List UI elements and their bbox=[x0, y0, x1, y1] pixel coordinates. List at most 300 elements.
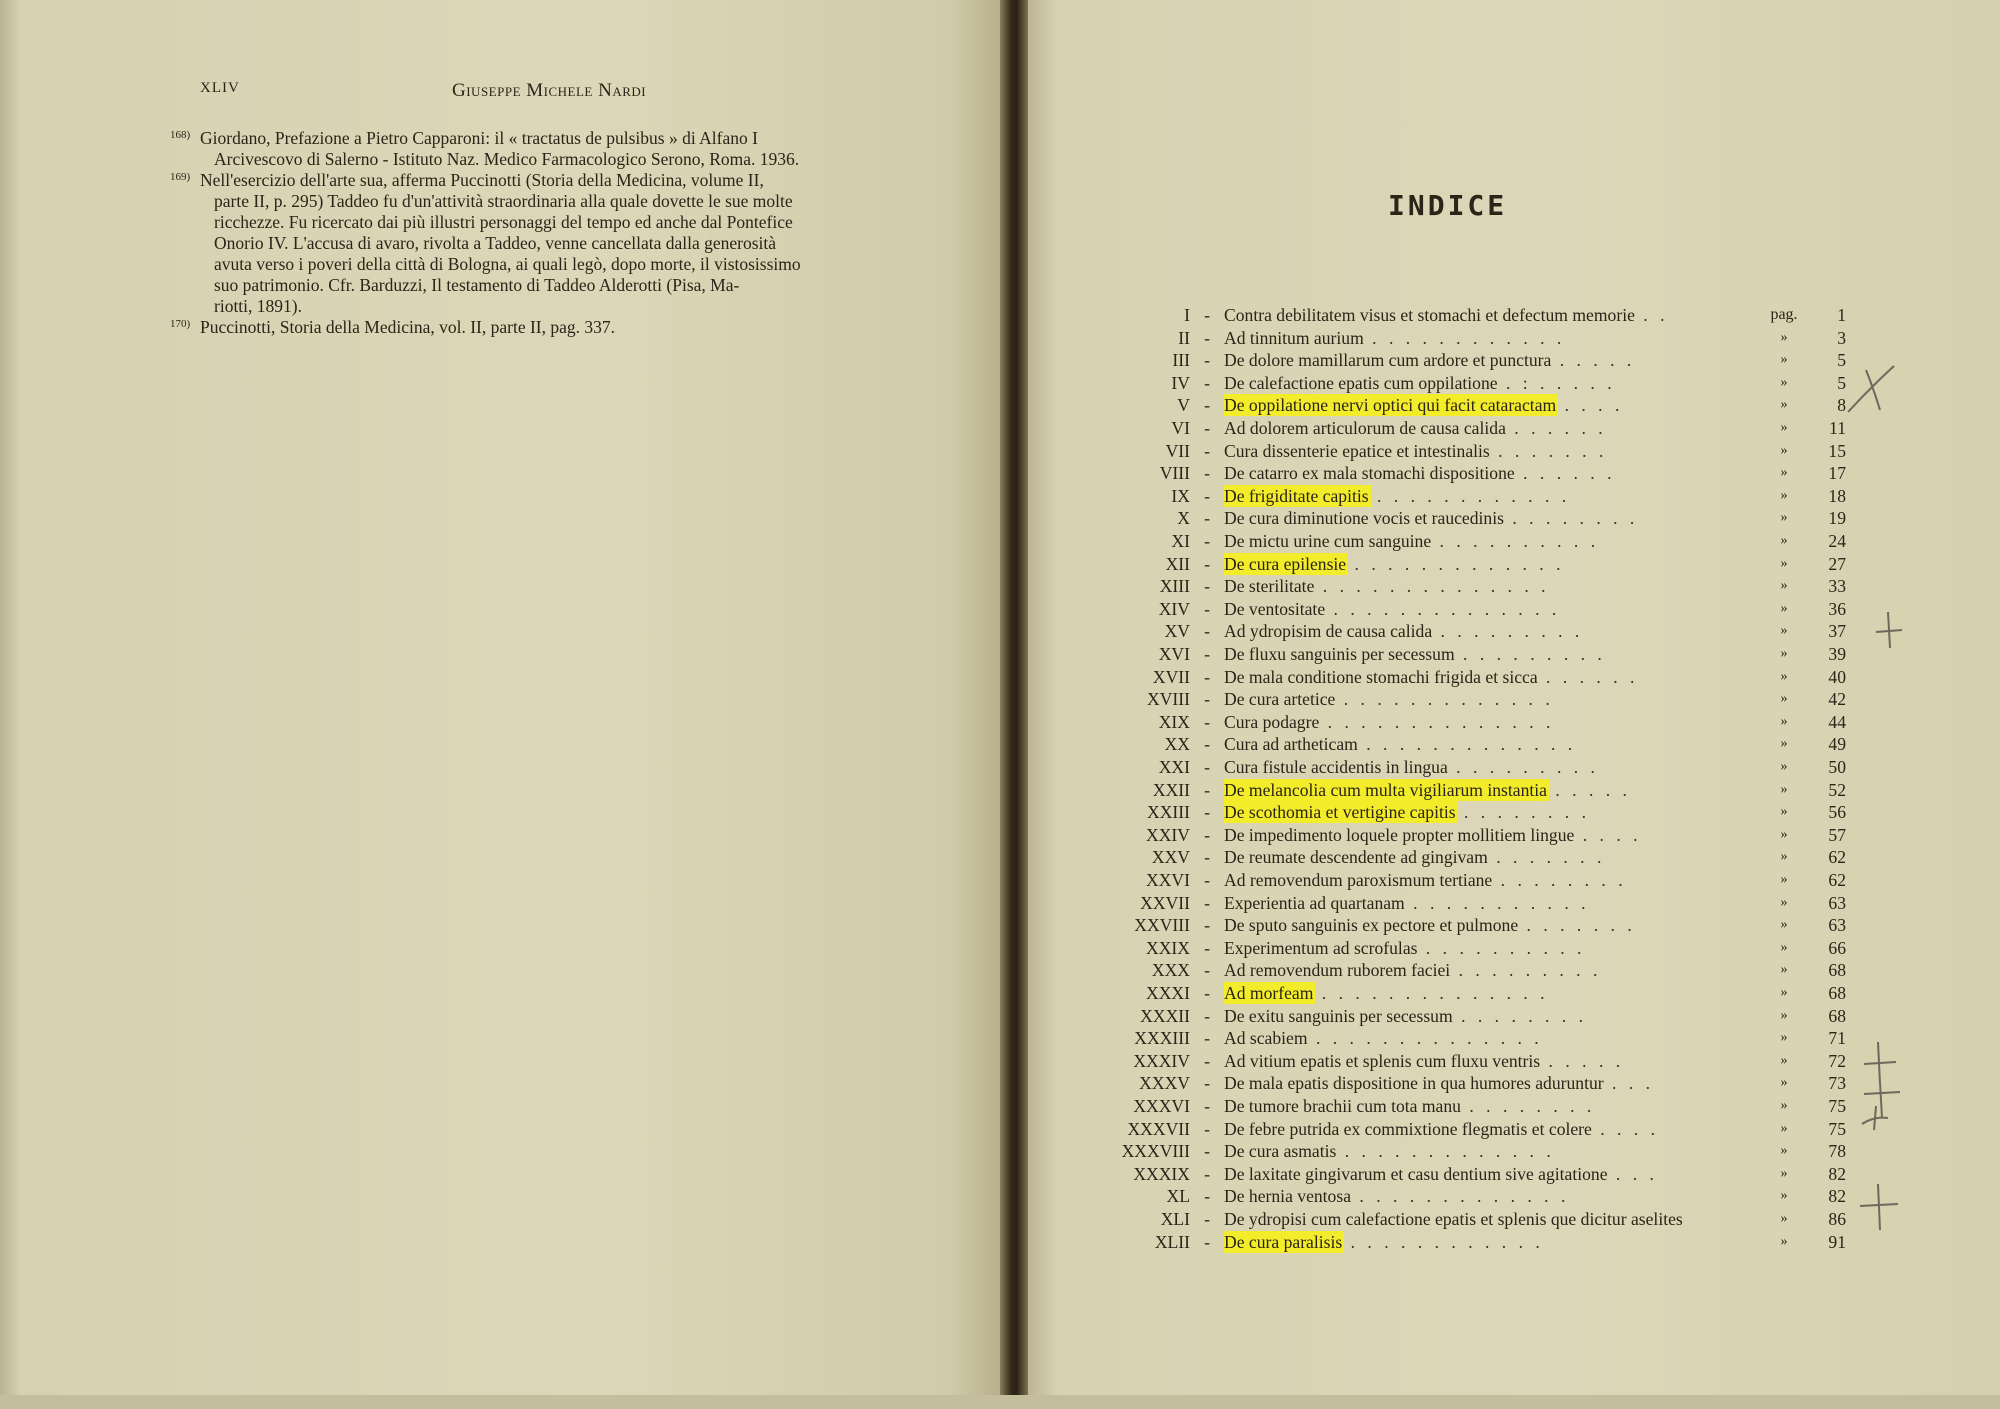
leader-dots: . . . . . . . . bbox=[1455, 802, 1590, 822]
entry-dash: - bbox=[1204, 508, 1210, 528]
toc-entry bbox=[1090, 1231, 1950, 1253]
entry-dash: - bbox=[1204, 463, 1210, 483]
toc-entry bbox=[1090, 801, 1950, 823]
chapter-numeral: XIX bbox=[1158, 712, 1190, 732]
page-ditto-mark: » bbox=[1780, 669, 1788, 684]
chapter-numeral: II bbox=[1178, 328, 1190, 348]
toc-entry bbox=[1090, 688, 1950, 710]
entry-body bbox=[1224, 372, 1814, 394]
entry-dash: - bbox=[1204, 350, 1210, 370]
page-number: 24 bbox=[1828, 531, 1846, 551]
leader-dots: . . . . . . . bbox=[1518, 915, 1636, 935]
toc-entry bbox=[1090, 892, 1950, 914]
chapter-numeral: XXV bbox=[1151, 847, 1190, 867]
entry-dash: - bbox=[1204, 531, 1210, 551]
entry-dash: - bbox=[1204, 825, 1210, 845]
chapter-title: De mictu urine cum sanguine bbox=[1224, 531, 1432, 551]
page-number: 17 bbox=[1828, 463, 1846, 483]
footnote-line: Giordano, Prefazione a Pietro Capparoni: il « tractatus de pulsibus » di Alfano I bbox=[200, 128, 758, 148]
leader-dots: . . . . . . . . . . . . bbox=[1342, 1232, 1544, 1252]
page-ditto-mark: » bbox=[1780, 488, 1788, 503]
entry-dash: - bbox=[1204, 1051, 1210, 1071]
toc-entry bbox=[1090, 440, 1950, 462]
chapter-numeral: III bbox=[1172, 350, 1190, 370]
leader-dots: . . . . . . . . . . . . bbox=[1363, 328, 1566, 348]
chapter-title: De cura paralisis bbox=[1224, 1232, 1343, 1252]
toc-entry bbox=[1090, 462, 1950, 484]
page-number: 11 bbox=[1829, 418, 1846, 438]
chapter-title: De ventositate bbox=[1224, 599, 1326, 619]
chapter-numeral: XXXII bbox=[1140, 1006, 1190, 1026]
chapter-numeral: IV bbox=[1171, 373, 1190, 393]
page-ditto-mark: » bbox=[1780, 646, 1788, 661]
chapter-title: De febre putrida ex commixtione flegmatis et colere bbox=[1224, 1119, 1592, 1139]
chapter-numeral: XXXIV bbox=[1133, 1051, 1190, 1071]
leader-dots: . . . . bbox=[1591, 1119, 1660, 1139]
entry-body bbox=[1224, 982, 1814, 1004]
toc-entry bbox=[1090, 1005, 1950, 1027]
leader-dots: . . . . . . . . . . . . . . bbox=[1314, 576, 1550, 596]
entry-body bbox=[1224, 869, 1814, 891]
leader-dots: . . . . . . . . . . . . . bbox=[1346, 554, 1565, 574]
leader-dots: . . . . bbox=[1574, 825, 1642, 845]
footnote-line: riotti, 1891). bbox=[214, 296, 302, 316]
chapter-numeral: XXXVII bbox=[1127, 1119, 1190, 1139]
chapter-numeral: XXVII bbox=[1140, 893, 1190, 913]
page-number: 27 bbox=[1828, 554, 1846, 574]
chapter-title: Cura dissenterie epatice et intestinalis bbox=[1224, 441, 1490, 461]
toc-entry bbox=[1090, 1185, 1950, 1207]
chapter-title: Ad vitium epatis et splenis cum fluxu ventris bbox=[1224, 1051, 1541, 1071]
entry-dash: - bbox=[1204, 418, 1210, 438]
chapter-numeral: XLII bbox=[1154, 1232, 1190, 1252]
page-number: 50 bbox=[1828, 757, 1846, 777]
toc-entry bbox=[1090, 507, 1950, 529]
chapter-numeral: XXI bbox=[1158, 757, 1190, 777]
chapter-numeral: XXXIII bbox=[1134, 1028, 1190, 1048]
page-number: 33 bbox=[1828, 576, 1846, 596]
chapter-numeral: X bbox=[1177, 508, 1190, 528]
page-number: 52 bbox=[1828, 780, 1846, 800]
entry-body bbox=[1224, 666, 1814, 688]
page-ditto-mark: » bbox=[1780, 714, 1788, 729]
entry-body bbox=[1224, 711, 1814, 733]
entry-body bbox=[1224, 1027, 1814, 1049]
entry-body bbox=[1224, 1072, 1814, 1094]
entry-dash: - bbox=[1204, 1164, 1210, 1184]
entry-dash: - bbox=[1204, 441, 1210, 461]
chapter-title: De cura artetice bbox=[1224, 689, 1336, 709]
leader-dots: . . . bbox=[1607, 1164, 1658, 1184]
page-number: 62 bbox=[1828, 870, 1846, 890]
chapter-title: De dolore mamillarum cum ardore et punctura bbox=[1224, 350, 1552, 370]
footnote bbox=[170, 128, 960, 170]
toc-entry bbox=[1090, 937, 1950, 959]
page-ditto-mark: » bbox=[1780, 759, 1788, 774]
entry-body bbox=[1224, 937, 1814, 959]
page-number: 71 bbox=[1828, 1028, 1846, 1048]
leader-dots: . . . . . . bbox=[1514, 463, 1616, 483]
chapter-numeral: XXVIII bbox=[1134, 915, 1190, 935]
leader-dots: . : . . . . . bbox=[1497, 373, 1616, 393]
toc-entry bbox=[1090, 327, 1950, 349]
page-ditto-mark: » bbox=[1780, 736, 1788, 751]
leader-dots: . . . . . . . . . . . . . . bbox=[1307, 1028, 1543, 1048]
entry-dash: - bbox=[1204, 689, 1210, 709]
entry-dash: - bbox=[1204, 1073, 1210, 1093]
page-number: 68 bbox=[1828, 960, 1846, 980]
page-number: 91 bbox=[1828, 1232, 1846, 1252]
page-number: 63 bbox=[1828, 915, 1846, 935]
leader-dots: . . . . . . . . bbox=[1452, 1006, 1588, 1026]
chapter-title: De oppilatione nervi optici qui facit cataractam bbox=[1224, 395, 1557, 415]
chapter-numeral: VIII bbox=[1159, 463, 1190, 483]
leader-dots: . . . . . . . . . . . . . bbox=[1336, 1141, 1555, 1161]
entry-body bbox=[1224, 756, 1814, 778]
entry-dash: - bbox=[1204, 847, 1210, 867]
chapter-numeral: XVI bbox=[1158, 644, 1190, 664]
toc-entry bbox=[1090, 1118, 1950, 1140]
entry-dash: - bbox=[1204, 893, 1210, 913]
chapter-numeral: XXX bbox=[1151, 960, 1190, 980]
chapter-title: De calefactione epatis cum oppilatione bbox=[1224, 373, 1498, 393]
chapter-title: De impedimento loquele propter mollitiem lingue bbox=[1224, 825, 1575, 845]
entry-body bbox=[1224, 1005, 1814, 1027]
leader-dots: . . . . . . . bbox=[1489, 441, 1608, 461]
leader-dots: . . . . . . . . . . . bbox=[1404, 893, 1590, 913]
footnote-line: parte II, p. 295) Taddeo fu d'un'attività straordinaria alla quale dovette le sue molte bbox=[214, 191, 793, 211]
entry-dash: - bbox=[1204, 1096, 1210, 1116]
entry-dash: - bbox=[1204, 1209, 1210, 1229]
entry-dash: - bbox=[1204, 1141, 1210, 1161]
chapter-title: Ad dolorem articulorum de causa calida bbox=[1224, 418, 1506, 438]
page-number: 8 bbox=[1837, 395, 1846, 415]
entry-dash: - bbox=[1204, 644, 1210, 664]
chapter-numeral: XXXIX bbox=[1133, 1164, 1190, 1184]
entry-dash: - bbox=[1204, 734, 1210, 754]
entry-body bbox=[1224, 507, 1814, 529]
toc-entry bbox=[1090, 982, 1950, 1004]
toc-entry bbox=[1090, 349, 1950, 371]
page-number: 5 bbox=[1837, 350, 1846, 370]
leader-dots: . . . . . bbox=[1546, 780, 1631, 800]
chapter-numeral: VI bbox=[1171, 418, 1190, 438]
toc-entry bbox=[1090, 304, 1950, 326]
entry-dash: - bbox=[1204, 1006, 1210, 1026]
chapter-title: Experimentum ad scrofulas bbox=[1224, 938, 1418, 958]
page-number: XLIV bbox=[200, 80, 240, 96]
entry-dash: - bbox=[1204, 915, 1210, 935]
leader-dots: . . . . . . bbox=[1537, 667, 1639, 687]
chapter-numeral: XII bbox=[1165, 554, 1190, 574]
toc-entry bbox=[1090, 779, 1950, 801]
page-ditto-mark: » bbox=[1780, 352, 1788, 367]
leader-dots: . . . . . . . . bbox=[1492, 870, 1627, 890]
chapter-title: De cura diminutione vocis et raucedinis bbox=[1224, 508, 1504, 528]
entry-body bbox=[1224, 846, 1814, 868]
chapter-numeral: XVIII bbox=[1147, 689, 1190, 709]
page-ditto-mark: » bbox=[1780, 1008, 1788, 1023]
page-number: 86 bbox=[1828, 1209, 1846, 1229]
page-ditto-mark: » bbox=[1780, 533, 1788, 548]
page-number: 18 bbox=[1828, 486, 1846, 506]
page-ditto-mark: » bbox=[1780, 601, 1788, 616]
page-ditto-mark: » bbox=[1780, 849, 1788, 864]
page-number: 49 bbox=[1828, 734, 1846, 754]
chapter-title: Ad scabiem bbox=[1224, 1028, 1308, 1048]
page-ditto-mark: » bbox=[1780, 1234, 1788, 1249]
entry-body bbox=[1224, 959, 1814, 981]
entry-body bbox=[1224, 1231, 1814, 1253]
page-ditto-mark: » bbox=[1780, 420, 1788, 435]
chapter-numeral: XX bbox=[1164, 734, 1190, 754]
page-number: 19 bbox=[1828, 508, 1846, 528]
page-bottom-edge bbox=[0, 1395, 2000, 1409]
page-number: 68 bbox=[1828, 1006, 1846, 1026]
toc-entry bbox=[1090, 598, 1950, 620]
page-ditto-mark: » bbox=[1780, 1098, 1788, 1113]
page-number: 62 bbox=[1828, 847, 1846, 867]
page-ditto-mark: » bbox=[1780, 872, 1788, 887]
chapter-numeral: IX bbox=[1171, 486, 1190, 506]
page-ditto-mark: » bbox=[1780, 1188, 1788, 1203]
entry-dash: - bbox=[1204, 1028, 1210, 1048]
page-ditto-mark: pag. bbox=[1770, 306, 1798, 323]
footnote-line: suo patrimonio. Cfr. Barduzzi, Il testamento di Taddeo Alderotti (Pisa, Ma- bbox=[214, 275, 740, 295]
entry-dash: - bbox=[1204, 1119, 1210, 1139]
leader-dots: . . . . . . . bbox=[1487, 847, 1606, 867]
leader-dots: . . . . . . bbox=[1505, 418, 1607, 438]
entry-dash: - bbox=[1204, 599, 1210, 619]
entry-dash: - bbox=[1204, 870, 1210, 890]
entry-dash: - bbox=[1204, 373, 1210, 393]
toc-entry bbox=[1090, 756, 1950, 778]
chapter-title: De cura asmatis bbox=[1224, 1141, 1337, 1161]
page-ditto-mark: » bbox=[1780, 1053, 1788, 1068]
entry-body bbox=[1224, 1140, 1814, 1162]
entry-dash: - bbox=[1204, 305, 1210, 325]
page-ditto-mark: » bbox=[1780, 1166, 1788, 1181]
page-ditto-mark: » bbox=[1780, 1211, 1788, 1226]
leader-dots: . . . . . . . . . . . . . . bbox=[1319, 712, 1555, 732]
entry-body bbox=[1224, 462, 1814, 484]
page-number: 15 bbox=[1828, 441, 1846, 461]
entry-body bbox=[1224, 1095, 1814, 1117]
page-ditto-mark: » bbox=[1780, 895, 1788, 910]
chapter-numeral: VII bbox=[1165, 441, 1190, 461]
chapter-title: De laxitate gingivarum et casu dentium sive agitatione bbox=[1224, 1164, 1608, 1184]
entry-body bbox=[1224, 417, 1814, 439]
footnote-line: Puccinotti, Storia della Medicina, vol. II, parte II, pag. 337. bbox=[200, 317, 616, 337]
entry-dash: - bbox=[1204, 938, 1210, 958]
chapter-numeral: XXVI bbox=[1146, 870, 1190, 890]
page-ditto-mark: » bbox=[1780, 691, 1788, 706]
entry-body bbox=[1224, 733, 1814, 755]
entry-dash: - bbox=[1204, 486, 1210, 506]
chapter-numeral: V bbox=[1177, 395, 1190, 415]
leader-dots: . . . . . . . . . . bbox=[1417, 938, 1586, 958]
page-number: 1 bbox=[1837, 305, 1846, 325]
entry-dash: - bbox=[1204, 576, 1210, 596]
entry-dash: - bbox=[1204, 328, 1210, 348]
page-number: 78 bbox=[1828, 1141, 1846, 1161]
leader-dots: . . . . . . . . . . . . . . bbox=[1325, 599, 1561, 619]
entry-dash: - bbox=[1204, 983, 1210, 1003]
entry-dash: - bbox=[1204, 554, 1210, 574]
toc-entry bbox=[1090, 733, 1950, 755]
chapter-title: Ad removendum ruborem faciei bbox=[1224, 960, 1451, 980]
leader-dots: . . . . . . . . . . bbox=[1431, 531, 1600, 551]
footnote-line: ricchezze. Fu ricercato dai più illustri personaggi del tempo ed anche dal Pontefice bbox=[214, 212, 793, 232]
page-ditto-mark: » bbox=[1780, 940, 1788, 955]
page-ditto-mark: » bbox=[1780, 330, 1788, 345]
chapter-title: De tumore brachii cum tota manu bbox=[1224, 1096, 1461, 1116]
entry-body bbox=[1224, 643, 1814, 665]
chapter-title: Cura podagre bbox=[1224, 712, 1320, 732]
page-number: 63 bbox=[1828, 893, 1846, 913]
page-number: 72 bbox=[1828, 1051, 1846, 1071]
leader-dots: . . . bbox=[1603, 1073, 1655, 1093]
leader-dots: . . . . . bbox=[1551, 350, 1636, 370]
toc-entry bbox=[1090, 869, 1950, 891]
chapter-numeral: XI bbox=[1171, 531, 1190, 551]
page-number: 57 bbox=[1828, 825, 1846, 845]
entry-body bbox=[1224, 349, 1814, 371]
chapter-title: Ad removendum paroxismum tertiane bbox=[1224, 870, 1493, 890]
page-ditto-mark: » bbox=[1780, 1030, 1788, 1045]
page-number: 3 bbox=[1837, 328, 1846, 348]
footnote bbox=[170, 317, 960, 338]
page-number: 75 bbox=[1828, 1096, 1846, 1116]
chapter-numeral: XXIX bbox=[1146, 938, 1190, 958]
toc-entry bbox=[1090, 553, 1950, 575]
leader-dots: . . . . . . . . . . . . . . bbox=[1313, 983, 1549, 1003]
chapter-numeral: XVII bbox=[1152, 667, 1190, 687]
chapter-title: De exitu sanguinis per secessum bbox=[1224, 1006, 1453, 1026]
chapter-title: De melancolia cum multa vigiliarum instantia bbox=[1224, 780, 1547, 800]
entry-body bbox=[1224, 688, 1814, 710]
entry-dash: - bbox=[1204, 1186, 1210, 1206]
entry-body bbox=[1224, 914, 1814, 936]
chapter-title: De mala conditione stomachi frigida et sicca bbox=[1224, 667, 1538, 687]
chapter-numeral: XXXI bbox=[1146, 983, 1190, 1003]
toc-entry bbox=[1090, 959, 1950, 981]
page-ditto-mark: » bbox=[1780, 782, 1788, 797]
entry-body bbox=[1224, 1163, 1814, 1185]
entry-body bbox=[1224, 530, 1814, 552]
toc-entry bbox=[1090, 1208, 1950, 1230]
chapter-numeral: XV bbox=[1164, 621, 1190, 641]
chapter-numeral: XIV bbox=[1158, 599, 1190, 619]
chapter-numeral: XXIII bbox=[1147, 802, 1190, 822]
entry-body bbox=[1224, 394, 1814, 416]
page-number: 42 bbox=[1828, 689, 1846, 709]
leader-dots: . . . . . . . . . . . . . bbox=[1335, 689, 1554, 709]
chapter-title: De cura epilensie bbox=[1224, 554, 1347, 574]
leader-dots: . . . . . . . . . . . . . bbox=[1351, 1186, 1570, 1206]
entry-body bbox=[1224, 327, 1814, 349]
page-ditto-mark: » bbox=[1780, 465, 1788, 480]
chapter-numeral: XXII bbox=[1152, 780, 1190, 800]
entry-body bbox=[1224, 553, 1814, 575]
entry-body bbox=[1224, 801, 1814, 823]
chapter-title: De frigiditate capitis bbox=[1224, 486, 1369, 506]
page-number: 56 bbox=[1828, 802, 1846, 822]
footnote-line: Arcivescovo di Salerno - Istituto Naz. Medico Farmacologico Serono, Roma. 1936. bbox=[214, 149, 800, 169]
chapter-numeral: I bbox=[1184, 305, 1190, 325]
entry-body bbox=[1224, 892, 1814, 914]
entry-dash: - bbox=[1204, 960, 1210, 980]
page-ditto-mark: » bbox=[1780, 375, 1788, 390]
entry-body bbox=[1224, 824, 1814, 846]
page-number: 36 bbox=[1828, 599, 1846, 619]
entry-body bbox=[1224, 598, 1814, 620]
index-title: INDICE bbox=[1388, 189, 1508, 222]
page-number: 75 bbox=[1828, 1119, 1846, 1139]
chapter-title: De reumate descendente ad gingivam bbox=[1224, 847, 1488, 867]
page-ditto-mark: » bbox=[1780, 804, 1788, 819]
chapter-title: De hernia ventosa bbox=[1224, 1186, 1352, 1206]
chapter-numeral: XXXV bbox=[1139, 1073, 1190, 1093]
chapter-title: Cura fistule accidentis in lingua bbox=[1224, 757, 1448, 777]
entry-dash: - bbox=[1204, 802, 1210, 822]
page-number: 73 bbox=[1828, 1073, 1846, 1093]
running-head-author: Giuseppe Michele Nardi bbox=[452, 80, 647, 101]
chapter-numeral: XXXVIII bbox=[1121, 1141, 1190, 1161]
page-number: 66 bbox=[1828, 938, 1846, 958]
toc-entry bbox=[1090, 824, 1950, 846]
leader-dots: . . . . . . . . . bbox=[1432, 621, 1584, 641]
entry-body bbox=[1224, 1050, 1814, 1072]
toc-entry bbox=[1090, 846, 1950, 868]
chapter-title: Ad tinnitum aurium bbox=[1224, 328, 1364, 348]
entry-body bbox=[1224, 304, 1814, 326]
toc-entry bbox=[1090, 1095, 1950, 1117]
page-ditto-mark: » bbox=[1780, 443, 1788, 458]
page-ditto-mark: » bbox=[1780, 985, 1788, 1000]
toc-entry bbox=[1090, 485, 1950, 507]
footnote-number: 168) bbox=[170, 129, 191, 141]
toc-entry bbox=[1090, 643, 1950, 665]
chapter-title: Ad ydropisim de causa calida bbox=[1224, 621, 1433, 641]
chapter-title: De catarro ex mala stomachi dispositione bbox=[1224, 463, 1515, 483]
footnote-number: 170) bbox=[170, 318, 191, 330]
entry-body bbox=[1224, 779, 1814, 801]
page-number: 5 bbox=[1837, 373, 1846, 393]
chapter-numeral: XXIV bbox=[1146, 825, 1190, 845]
toc-entry bbox=[1090, 620, 1950, 642]
entry-body bbox=[1224, 440, 1814, 462]
leader-dots: . . . . . . . . . bbox=[1450, 960, 1602, 980]
chapter-numeral: XIII bbox=[1159, 576, 1190, 596]
entry-dash: - bbox=[1204, 780, 1210, 800]
page-ditto-mark: » bbox=[1780, 510, 1788, 525]
page-ditto-mark: » bbox=[1780, 556, 1788, 571]
toc-entry bbox=[1090, 1050, 1950, 1072]
entry-dash: - bbox=[1204, 757, 1210, 777]
page-ditto-mark: » bbox=[1780, 917, 1788, 932]
page-ditto-mark: » bbox=[1780, 827, 1788, 842]
page-number: 39 bbox=[1828, 644, 1846, 664]
chapter-title: De fluxu sanguinis per secessum bbox=[1224, 644, 1455, 664]
page-number: 44 bbox=[1828, 712, 1846, 732]
chapter-title: De mala epatis dispositione in qua humores aduruntur bbox=[1224, 1073, 1604, 1093]
entry-body bbox=[1224, 1118, 1814, 1140]
leader-dots: . . . . . . . . . bbox=[1454, 644, 1606, 664]
leader-dots: . . bbox=[1634, 305, 1669, 325]
chapter-numeral: XXXVI bbox=[1133, 1096, 1190, 1116]
chapter-numeral: XL bbox=[1166, 1186, 1190, 1206]
